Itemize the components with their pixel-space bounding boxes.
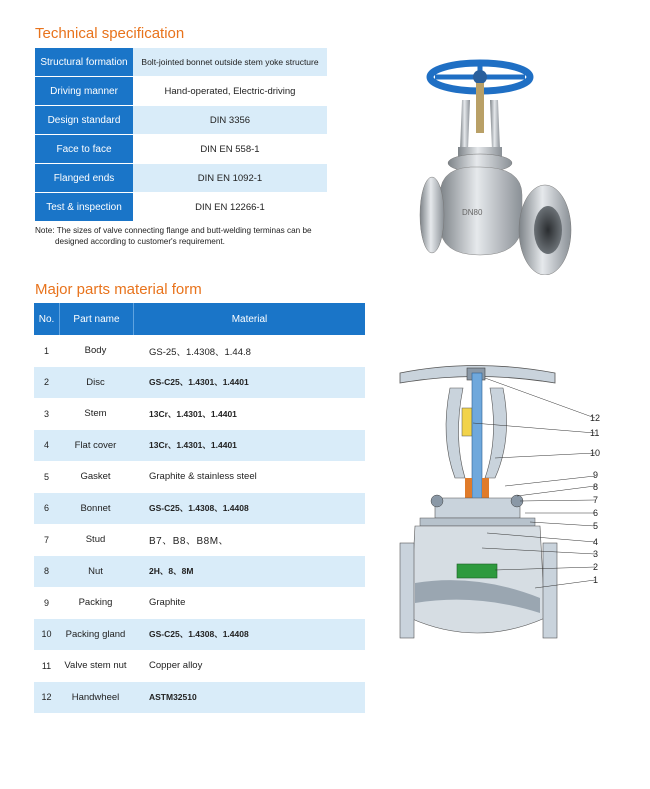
row-no: 11 <box>41 660 52 671</box>
parts-table <box>34 303 365 713</box>
spec-section-title: Technical specification <box>35 25 185 42</box>
spec-row <box>35 135 327 164</box>
parts-section-title: Major parts material form <box>35 281 202 298</box>
row-part-name: Valve stem nut <box>64 660 127 672</box>
row-material: 13Cr、1.4301、1.4401 <box>149 440 237 451</box>
spec-value: Hand-operated, Electric-driving <box>133 77 327 105</box>
callout-label: 9 <box>593 470 599 480</box>
row-no: 5 <box>43 471 49 482</box>
spec-label: Driving manner <box>35 77 133 105</box>
row-no: 8 <box>43 566 49 577</box>
row-no: 9 <box>43 597 49 608</box>
spec-value: DIN EN 12266-1 <box>133 193 327 221</box>
row-material: Copper alloy <box>149 660 203 672</box>
row-no: 2 <box>43 377 49 388</box>
callout-label: 5 <box>593 521 599 531</box>
row-part-name: Stem <box>84 408 107 420</box>
parts-table-header <box>34 303 365 335</box>
row-part-name: Packing gland <box>65 628 126 640</box>
spec-value: DIN EN 558-1 <box>133 135 327 163</box>
callout-label: 10 <box>590 448 601 458</box>
row-material: 13Cr、1.4301、1.4401 <box>149 408 237 419</box>
row-material: GS-25、1.4308、1.44.8 <box>149 346 251 358</box>
valve-photo <box>410 55 585 275</box>
header-no: No. <box>38 313 55 325</box>
table-row <box>34 587 365 619</box>
row-part-name: Stud <box>85 534 106 546</box>
spec-row <box>35 164 327 193</box>
spec-table <box>35 48 327 222</box>
callout-label: 1 <box>593 575 599 585</box>
callout-label: 7 <box>593 495 599 505</box>
spec-row <box>35 106 327 135</box>
spec-value: DIN 3356 <box>133 106 327 134</box>
row-material: GS-C25、1.4308、1.4408 <box>149 629 249 640</box>
table-row <box>34 682 365 714</box>
callout-label: 8 <box>593 482 599 492</box>
table-row <box>34 524 365 556</box>
row-no: 12 <box>41 692 52 703</box>
row-part-name: Bonnet <box>80 502 111 514</box>
row-part-name: Packing <box>78 597 113 609</box>
table-row <box>34 367 365 399</box>
row-material: Graphite & stainless steel <box>149 471 257 483</box>
row-material: 2H、8、8M <box>149 566 194 577</box>
spec-row <box>35 48 327 77</box>
table-row <box>34 461 365 493</box>
row-material: ASTM32510 <box>149 692 197 703</box>
callout-label: 12 <box>590 413 601 423</box>
spec-value: DIN EN 1092-1 <box>133 164 327 192</box>
row-part-name: Body <box>84 345 107 357</box>
note-line: Note: The sizes of valve connecting flange and butt-welding terminas can be <box>35 226 312 235</box>
photo-marking: DN80 <box>462 208 483 217</box>
callout-label: 6 <box>593 508 599 518</box>
spec-row <box>35 193 327 222</box>
table-row <box>34 430 365 462</box>
spec-value: Bolt-jointed bonnet outside stem yoke structure <box>133 48 327 76</box>
spec-label: Design standard <box>35 106 133 134</box>
row-part-name: Disc <box>86 376 105 388</box>
row-part-name: Flat cover <box>74 439 117 451</box>
table-row <box>34 556 365 588</box>
spec-label: Test & inspection <box>35 193 133 221</box>
callout-label: 2 <box>593 562 599 572</box>
spec-label: Face to face <box>35 135 133 163</box>
spec-row <box>35 77 327 106</box>
row-material: GS-C25、1.4308、1.4408 <box>149 503 249 514</box>
callout-label: 11 <box>590 428 600 438</box>
valve-cross-section-diagram <box>395 358 615 658</box>
callout-label: 3 <box>593 549 599 559</box>
header-part-name: Part name <box>59 303 134 335</box>
header-material: Material <box>231 313 268 325</box>
row-no: 6 <box>43 503 49 514</box>
spec-note <box>35 225 335 247</box>
row-no: 4 <box>43 440 49 451</box>
row-no: 10 <box>41 629 52 640</box>
row-part-name: Nut <box>88 565 103 577</box>
table-row <box>34 335 365 367</box>
row-part-name: Gasket <box>80 471 111 483</box>
note-line: designed according to customer's requirement. <box>55 237 225 246</box>
table-row <box>34 650 365 682</box>
table-row <box>34 493 365 525</box>
callout-label: 4 <box>593 537 599 547</box>
table-row <box>34 398 365 430</box>
row-material: B7、B8、B8M、 <box>149 536 230 548</box>
row-material: Graphite <box>149 597 186 609</box>
spec-label: Flanged ends <box>35 164 133 192</box>
row-material: GS-C25、1.4301、1.4401 <box>149 377 249 388</box>
spec-label: Structural formation <box>35 48 133 76</box>
row-no: 1 <box>43 345 49 356</box>
row-no: 7 <box>43 534 49 545</box>
row-part-name: Handwheel <box>71 691 120 703</box>
row-no: 3 <box>43 408 49 419</box>
table-row <box>34 619 365 651</box>
